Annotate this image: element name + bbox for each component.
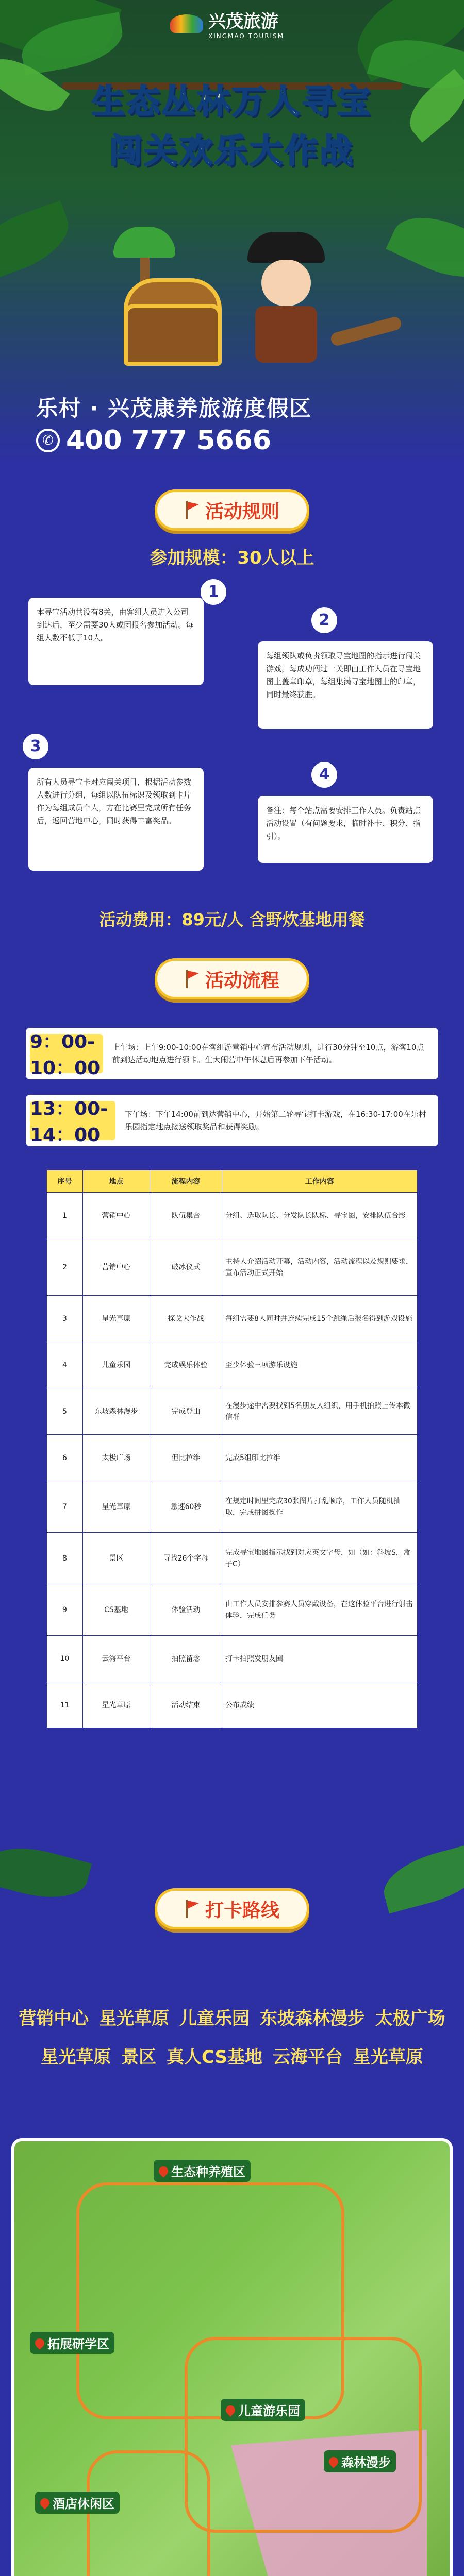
activity-fee: 活动费用：89元/人 含野炊基地用餐 [99,910,365,929]
leaf-decoration [0,200,78,284]
table-cell: 4 [47,1342,83,1388]
map-zone: 儿童游乐园 [221,2399,305,2421]
table-header: 流程内容 [150,1170,222,1193]
table-row [47,1296,418,1342]
table-cell: 2 [47,1239,83,1296]
table-cell: 星光草原 [83,1481,150,1533]
table-cell: 寻找26个字母 [150,1533,222,1584]
pin-icon [157,2164,170,2177]
time-tag: 9：00-10：00 [30,1034,103,1073]
map-zone: 森林漫步 [324,2450,396,2472]
section-heading-text: 活动规则 [205,501,279,522]
pin-icon [38,2496,51,2509]
table-cell: 5 [47,1388,83,1435]
route-row-2 [0,2043,464,2068]
table-row [47,1533,418,1584]
route-stop: 东坡森林漫步 [259,2008,365,2029]
table-cell: 完成5组印比拉维 [222,1435,418,1481]
table-cell: 拍照留念 [150,1636,222,1682]
route-stop: 云海平台 [272,2047,343,2067]
table-cell: 打卡拍照发朋友圈 [222,1636,418,1682]
table-cell: 但比拉维 [150,1435,222,1481]
phone-number[interactable] [36,425,271,456]
table-row [47,1239,418,1296]
table-cell: 完成寻宝地图指示找到对应英文字母，如（如：斜坡S，盒子C） [222,1533,418,1584]
table-cell: 公布成绩 [222,1682,418,1728]
rule-number: 2 [309,605,339,635]
table-cell: 9 [47,1584,83,1636]
table-cell: 完成登山 [150,1388,222,1435]
rule-number: 1 [198,577,228,607]
route-stop: 星光草原 [353,2047,423,2067]
route-stop: 儿童乐园 [179,2008,250,2029]
table-cell: 太极广场 [83,1435,150,1481]
table-header: 工作内容 [222,1170,418,1193]
time-desc: 上午场：上午9:00-10:00在客组游营销中心宣布活动规则，进行30分钟至10点，游客10点前到达活动地点进行领卡。生大闹营中午休息后再参加下午活动。 [112,1043,424,1064]
table-cell: 急速60秒 [150,1481,222,1533]
resort-name: 乐村 · 兴茂康养旅游度假区 [36,396,312,421]
telescope-icon [329,315,403,347]
table-cell: 体验活动 [150,1584,222,1636]
leaf-decoration [386,202,464,292]
table-cell: 景区 [83,1533,150,1584]
table-cell: 至少体验三项游乐设施 [222,1342,418,1388]
table-cell: 6 [47,1435,83,1481]
table-cell: 完成娱乐体验 [150,1342,222,1388]
table-cell: 11 [47,1682,83,1728]
route-stop: 星光草原 [41,2047,111,2067]
treasure-illustration [103,222,361,376]
route-stop: 景区 [121,2047,157,2067]
table-cell: 云海平台 [83,1636,150,1682]
table-row [47,1682,418,1728]
leaf-decoration [0,1837,92,1909]
table-row [47,1435,418,1481]
route-stop: 星光草原 [99,2008,170,2029]
leaf-decoration [377,1842,464,1914]
map-zone: 拓展研学区 [30,2332,114,2354]
map-zone: 生态种养殖区 [154,2160,251,2182]
table-cell: 10 [47,1636,83,1682]
table-row [47,1193,418,1239]
flag-icon [185,1900,200,1918]
table-cell: 3 [47,1296,83,1342]
table-cell: 7 [47,1481,83,1533]
flag-icon [185,970,200,988]
flag-icon [185,501,200,519]
route-stop: 太极广场 [375,2008,445,2029]
table-cell: 活动结束 [150,1682,222,1728]
table-cell: 营销中心 [83,1239,150,1296]
page-title [57,77,407,196]
table-row [47,1388,418,1435]
rule-card: 所有人员寻宝卡对应闯关项目，根据活动参数人数进行分组，每组以队伍标识及领取到卡片作为每组成员个人，方在比赛里完成所有任务后，返回营地中心，同时获得丰富奖品。 [28,768,204,871]
table-cell: 每组需要8人同时并连续完成15个跳绳后报名得到游戏设施 [222,1296,418,1342]
time-desc: 下午场：下午14:00前到达营销中心，开始第二轮寻宝打卡游戏，在16:30-17:00在乐村乐园指定地点接送领取奖品和获得奖励。 [124,1110,426,1131]
rule-card: 本寻宝活动共设有8关，由客组人员进入公司到达后，至少需要30人或团报名参加活动。每组人数不低于10人。 [28,598,204,685]
table-cell: 1 [47,1193,83,1239]
table-cell: 在规定时间里完成30张图片打乱顺序，工作人员随机抽取，完成拼图操作 [222,1481,418,1533]
rule-card: 备注：每个站点需要安排工作人员。负责站点活动设置（有问题要求，临时补卡、积分、指引）。 [258,796,433,863]
logo-sub: XINGMAO TOURISM [208,32,285,40]
rule-card: 每组领队或负责领取寻宝地图的指示进行闯关游戏，每成功闯过一关即由工作人员在寻宝地图上盖章印章，每组集满寻宝地图上的印章，同时最终获胜。 [258,641,433,729]
phone-text: 400 777 5666 [66,425,272,456]
process-table-body [47,1193,418,1728]
logo-name: 兴茂旅游 [208,11,278,32]
section-heading-process [155,958,309,999]
route-stop: 营销中心 [19,2008,89,2029]
table-cell: 儿童乐园 [83,1342,150,1388]
pirate-character-icon [247,232,325,366]
table-cell: 由工作人员安排参赛人员穿戴设备，在这体验平台进行射击体验，完成任务 [222,1584,418,1636]
pin-icon [224,2403,237,2416]
table-cell: 8 [47,1533,83,1584]
table-cell: 探戈大作战 [150,1296,222,1342]
logo-icon [170,14,203,33]
time-slot-afternoon [26,1095,438,1146]
table-cell: 主持人介绍活动开幕，活动内容，活动流程以及规则要求，宣布活动正式开始 [222,1239,418,1296]
pin-icon [327,2455,340,2468]
section-heading-text: 打卡路线 [205,1900,279,1921]
table-cell: 分组、选取队长、分发队长队标、寻宝图，安排队伍合影 [222,1193,418,1239]
treasure-chest-icon [124,304,222,366]
table-cell: 破冰仪式 [150,1239,222,1296]
route-row-1 [0,2004,464,2029]
map-zone: 酒店休闲区 [35,2492,120,2514]
section-heading-route [155,1888,309,1929]
section-heading-text: 活动流程 [205,970,279,991]
table-row [47,1481,418,1533]
pin-icon [33,2336,46,2349]
table-header: 序号 [47,1170,83,1193]
table-cell: 东坡森林漫步 [83,1388,150,1435]
section-heading-rules [155,489,309,531]
title-line-2: 闯关欢乐大作战 [109,132,355,171]
brand-logo [170,7,284,40]
table-row [47,1636,418,1682]
rule-number: 3 [21,732,51,761]
table-cell: 营销中心 [83,1193,150,1239]
title-line-1: 生态丛林万人寻宝 [92,83,372,121]
table-row [47,1584,418,1636]
route-map [11,2138,453,2576]
rule-number: 4 [309,760,339,790]
map-road [185,2337,422,2533]
route-stop: 真人CS基地 [166,2047,263,2067]
table-cell: 在漫步途中需要找到5名朋友人组织，用手机拍照上传本微信群 [222,1388,418,1435]
time-tag: 13：00-14：00 [30,1101,115,1140]
table-header: 地点 [83,1170,150,1193]
table-cell: 队伍集合 [150,1193,222,1239]
table-cell: CS基地 [83,1584,150,1636]
phone-icon: ✆ [36,429,60,452]
participation-scale: 参加规模：30人以上 [150,548,314,568]
process-table [46,1170,418,1728]
table-cell: 星光草原 [83,1296,150,1342]
time-slot-morning [26,1028,438,1079]
table-row [47,1342,418,1388]
table-cell: 星光草原 [83,1682,150,1728]
